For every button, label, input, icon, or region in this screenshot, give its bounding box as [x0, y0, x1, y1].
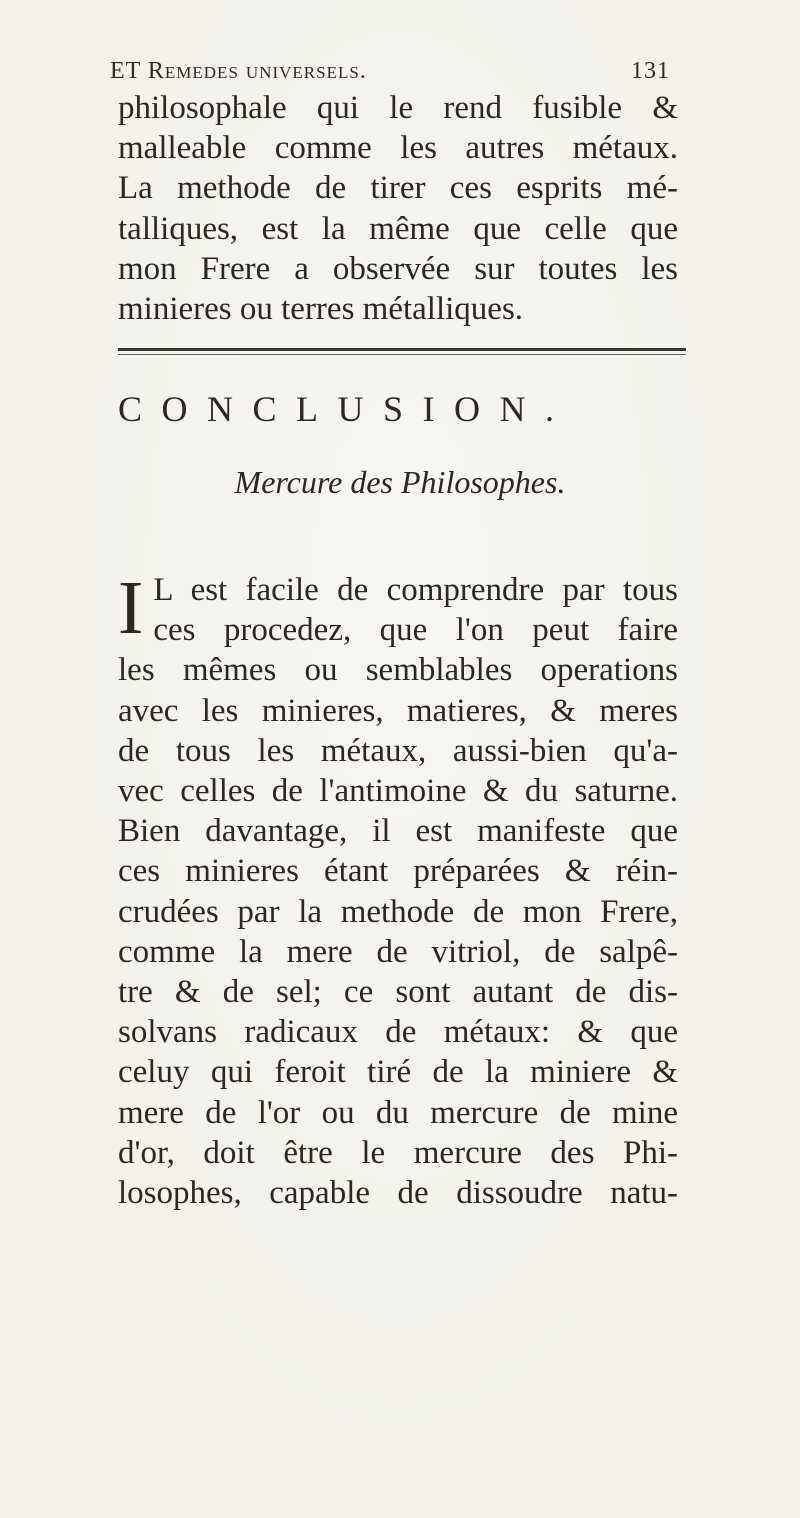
section-subheading: Mercure des Philosophes. [234, 464, 566, 500]
text-line: les mêmes ou semblables operations [118, 652, 678, 689]
text-line: vec celles de l'antimoine & du saturne. [118, 773, 678, 810]
text-line: Bien davantage, il est manifeste que [118, 813, 678, 850]
text-line: losophes, capable de dissoudre natu- [118, 1175, 678, 1212]
text-line: tre & de sel; ce sont autant de dis- [118, 974, 678, 1011]
text-line: philosophale qui le rend fusible & [118, 90, 678, 126]
section-divider [118, 348, 686, 351]
text-line: solvans radicaux de métaux: & que [118, 1014, 678, 1051]
text-line: d'or, doit être le mercure des Phi- [118, 1134, 678, 1171]
text-line: L est facile de comprendre par tous [153, 572, 678, 608]
text-line: ces procedez, que l'on peut faire [153, 612, 678, 649]
text-line: de tous les métaux, aussi-bien qu'a- [118, 732, 678, 769]
text-line: celuy qui feroit tiré de la miniere & [118, 1054, 678, 1091]
text-line: malleable comme les autres métaux. [118, 130, 678, 167]
text-line: talliques, est la même que celle que [118, 210, 678, 247]
drop-cap: I [118, 566, 144, 650]
text-line: La methode de tirer ces esprits mé- [118, 170, 678, 207]
top-paragraph [118, 88, 678, 329]
text-line: minieres ou terres métalliques. [118, 291, 524, 328]
running-head [110, 58, 670, 88]
body-paragraph [118, 566, 678, 1213]
text-line: avec les minieres, matieres, & meres [118, 692, 678, 729]
text-line: mere de l'or ou du mercure de mine [118, 1094, 678, 1131]
running-head-title: ET Remedes universels. [110, 58, 367, 84]
text-line: ces minieres étant préparées & réin- [118, 853, 678, 890]
page-number: 131 [631, 58, 670, 84]
text-line: crudées par la methode de mon Frere, [118, 893, 678, 930]
text-line: mon Frere a observée sur toutes les [118, 250, 678, 287]
section-heading: CONCLUSION. [118, 389, 574, 429]
text-line: comme la mere de vitriol, de salpê- [118, 933, 678, 970]
